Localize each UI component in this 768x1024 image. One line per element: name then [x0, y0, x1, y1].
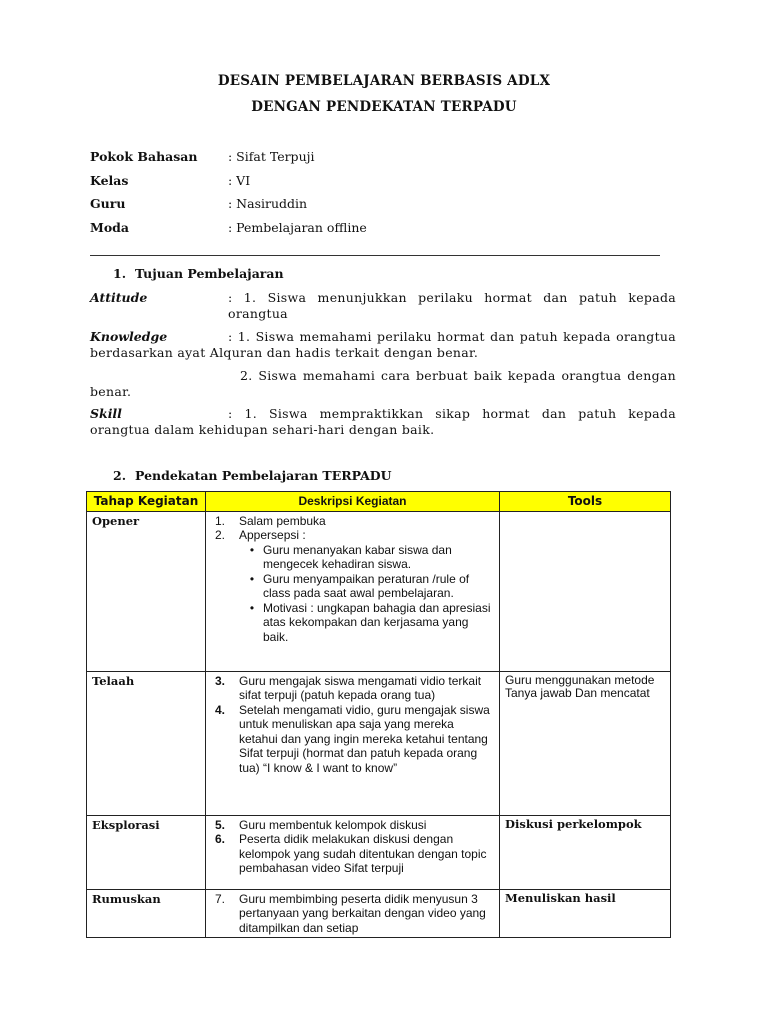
- info-row-pokok-bahasan: [90, 149, 315, 164]
- info-label: Kelas: [90, 173, 129, 188]
- document-subtitle: DENGAN PENDEKATAN TERPADU: [251, 99, 517, 115]
- horizontal-divider: [90, 255, 660, 256]
- section-title: Pendekatan Pembelajaran TERPADU: [135, 468, 392, 483]
- description-cell: [206, 671, 500, 815]
- knowledge-text-2: 2. Siswa memahami cara berbuat baik kepada orangtua dengan benar.: [90, 368, 676, 399]
- header-tools: Tools: [500, 492, 671, 512]
- bullet-item: [211, 543, 494, 572]
- table-row: [87, 511, 671, 671]
- description-cell: [206, 889, 500, 938]
- list-item: [211, 892, 494, 936]
- activity-table: [86, 491, 671, 938]
- section-number: 1.: [113, 266, 127, 281]
- item-number: 7.: [215, 891, 226, 906]
- table-header-row: [87, 492, 671, 512]
- item-text: Guru membimbing peserta didik menyusun 3 pertanyaan yang berkaitan dengan video yang ditampilkan dan setiap: [239, 891, 486, 935]
- info-value: : Nasiruddin: [228, 196, 308, 211]
- list-item: [211, 832, 494, 876]
- info-label: Moda: [90, 220, 130, 235]
- item-number: 5.: [215, 817, 226, 832]
- item-number: 3.: [215, 673, 226, 688]
- header-deskripsi-kegiatan: Deskripsi Kegiatan: [206, 492, 500, 512]
- info-row-kelas: [90, 173, 250, 188]
- item-text: Guru mengajak siswa mengamati vidio terkait sifat terpuji (patuh kepada orang tua): [239, 673, 482, 702]
- item-text: Setelah mengamati vidio, guru mengajak siswa untuk menuliskan apa saja yang mereka ketahui dan yang ingin mereka ketahui tentang Sifat terpuji (hormat dan patuh kepada orang tua) “I know & I want to know”: [239, 702, 490, 775]
- attitude-text: : 1. Siswa menunjukkan perilaku hormat dan patuh kepada orangtua: [228, 290, 676, 321]
- info-row-guru: [90, 196, 307, 211]
- description-cell: [206, 815, 500, 889]
- list-item: [211, 528, 494, 543]
- info-label: Pokok Bahasan: [90, 149, 198, 164]
- info-row-moda: [90, 220, 367, 235]
- info-label: Guru: [90, 196, 126, 211]
- list-item: [211, 514, 494, 529]
- tools-cell: Diskusi perkelompok: [500, 815, 671, 889]
- knowledge-label: Knowledge: [90, 329, 168, 344]
- section-heading-pendekatan: [113, 468, 392, 483]
- info-value: : Sifat Terpuji: [228, 149, 315, 164]
- tools-cell: [500, 511, 671, 671]
- list-item: [211, 674, 494, 703]
- bullet-icon: •: [249, 571, 255, 586]
- skill-label: Skill: [90, 406, 122, 421]
- attitude-label: Attitude: [90, 290, 148, 305]
- bullet-item: [211, 572, 494, 601]
- item-number: 6.: [215, 832, 226, 846]
- bullet-text: Guru menyampaikan peraturan /rule of class pada saat awal pembelajaran.: [263, 571, 470, 600]
- knowledge-text-1: : 1. Siswa memahami perilaku hormat dan patuh kepada orangtua berdasarkan ayat Alquran dan hadis terkait dengan benar.: [90, 329, 676, 360]
- header-tahap-kegiatan: Tahap Kegiatan: [87, 492, 206, 512]
- bullet-item: [211, 601, 494, 645]
- table-row: [87, 671, 671, 815]
- item-number: 4.: [215, 702, 226, 717]
- stage-cell: Eksplorasi: [87, 815, 206, 889]
- item-number: 1.: [215, 513, 226, 528]
- section-number: 2.: [113, 468, 127, 483]
- description-cell: [206, 511, 500, 671]
- section-heading-tujuan: [113, 266, 284, 281]
- info-value: : VI: [228, 173, 251, 188]
- item-text: Appersepsi :: [239, 528, 306, 542]
- section-title: Tujuan Pembelajaran: [135, 266, 284, 281]
- bullet-text: Guru menanyakan kabar siswa dan mengecek kehadiran siswa.: [263, 542, 452, 571]
- skill-text: : 1. Siswa mempraktikkan sikap hormat dan patuh kepada orangtua dalam kehidupan sehari-hari dengan baik.: [90, 406, 676, 437]
- document-title: DESAIN PEMBELAJARAN BERBASIS ADLX: [217, 73, 551, 89]
- tools-cell: Guru menggunakan metode Tanya jawab Dan mencatat: [500, 671, 671, 815]
- bullet-icon: •: [249, 542, 255, 557]
- stage-cell: Telaah: [87, 671, 206, 815]
- item-number: 2.: [215, 528, 226, 542]
- stage-cell: Rumuskan: [87, 889, 206, 938]
- tools-cell: Menuliskan hasil: [500, 889, 671, 938]
- item-text: Peserta didik melakukan diskusi dengan kelompok yang sudah ditentukan dengan topic pembahasan video Sifat terpuji: [239, 832, 487, 875]
- bullet-icon: •: [249, 600, 255, 615]
- item-text: Guru membentuk kelompok diskusi: [239, 817, 427, 832]
- stage-cell: Opener: [87, 511, 206, 671]
- table-row: [87, 815, 671, 889]
- list-item: [211, 703, 494, 776]
- list-item: [211, 818, 494, 833]
- bullet-text: Motivasi : ungkapan bahagia dan apresiasi atas kekompakan dan kerjasama yang baik.: [263, 600, 491, 644]
- info-value: : Pembelajaran offline: [228, 220, 367, 235]
- table-row: [87, 889, 671, 938]
- item-text: Salam pembuka: [239, 513, 326, 528]
